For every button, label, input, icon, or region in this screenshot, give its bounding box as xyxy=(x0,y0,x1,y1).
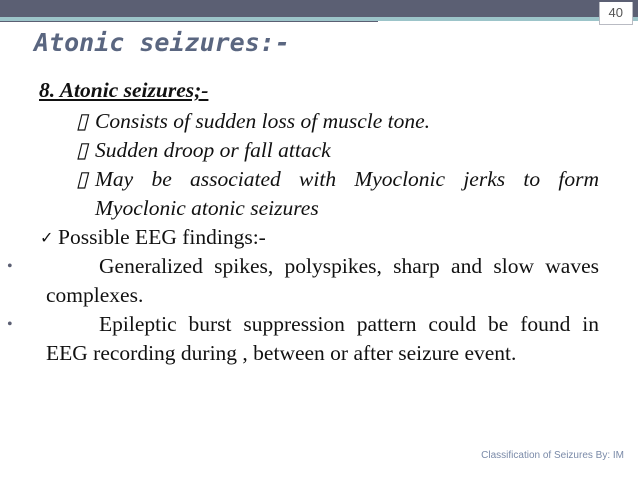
slide-title: Atonic seizures:- xyxy=(34,28,290,57)
box-bullet-icon: ▯ xyxy=(76,138,88,162)
box-bullet-icon: ▯ xyxy=(76,109,88,133)
checkmark-icon: ✓ xyxy=(40,228,54,247)
list-item-text: Sudden droop or fall attack xyxy=(95,138,331,162)
subheading: 8. Atonic seizures;- xyxy=(39,78,209,102)
slide-content xyxy=(7,76,599,368)
bullet-text: Epileptic burst suppression pattern could be found in EEG recording during , between or after seizure event. xyxy=(46,312,599,365)
slide-number: 40 xyxy=(599,2,633,25)
list-item-text: Consists of sudden loss of muscle tone. xyxy=(95,109,431,133)
list-item-text: May be associated with Myoclonic jerks to form Myoclonic atonic seizures xyxy=(95,167,599,220)
list-item xyxy=(39,107,599,136)
list-item xyxy=(39,165,599,223)
box-bullet-icon: ▯ xyxy=(76,167,88,191)
list-item xyxy=(39,136,599,165)
eeg-heading-text: Possible EEG findings:- xyxy=(58,225,266,249)
eeg-heading xyxy=(0,223,599,252)
bullet-icon: • xyxy=(7,316,13,333)
bullet-item xyxy=(0,252,599,310)
footer-text: Classification of Seizures By: IM xyxy=(481,450,624,461)
bullet-item xyxy=(0,310,599,368)
bullet-icon: • xyxy=(7,258,13,275)
bullet-text: Generalized spikes, polyspikes, sharp and slow waves complexes. xyxy=(46,254,599,307)
